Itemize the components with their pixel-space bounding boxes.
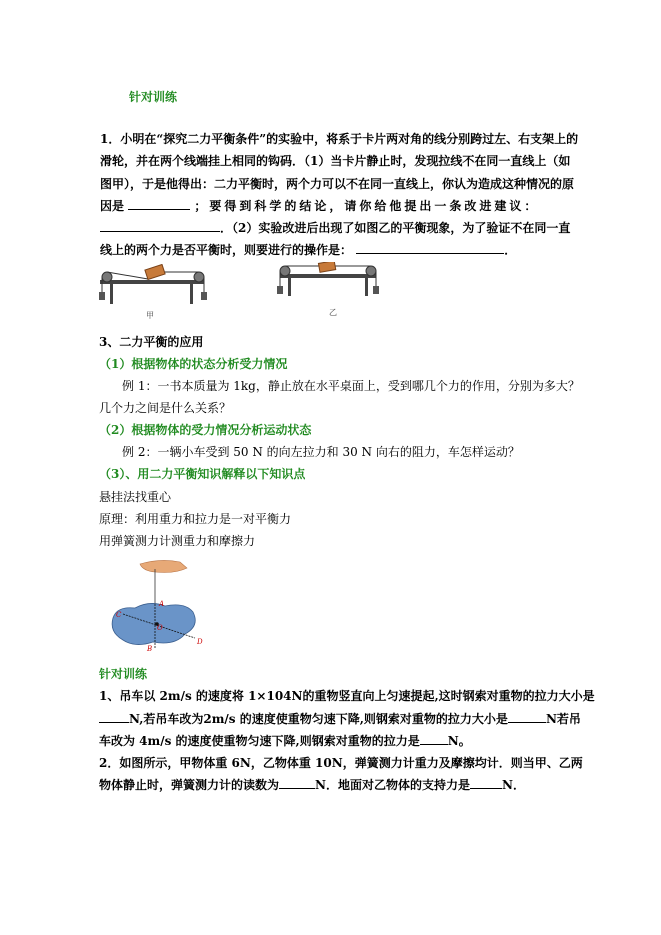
section3-sub3: （3）、用二力平衡知识解释以下知识点 (99, 467, 306, 481)
figure-yi-pulley-apparatus (274, 262, 384, 302)
q1-line5 (100, 219, 570, 237)
figure-yi-label: 乙 (329, 308, 337, 317)
answer-blank (356, 241, 504, 254)
label-a: A (159, 600, 165, 608)
q2-line2-text: N,若吊车改为2m/s 的速度使重物匀速下降,则钢索对重物的拉力大小是 (129, 712, 508, 726)
q1-line2: 滑轮，并在两个线端挂上相同的钩码．（1）当卡片静止时，发现拉线不在同一直线上（如 (100, 154, 571, 168)
q1-line6-end: ． (504, 243, 517, 257)
q3-line2-text: 物体静止时，弹簧测力计的读数为 (99, 778, 280, 792)
point-hanging-method: 悬挂法找重心 (99, 490, 172, 504)
example2: 例 2：一辆小车受到 50 N 的向左拉力和 30 N 向右的阻力，车怎样运动？ (122, 445, 520, 459)
answer-blank (128, 197, 190, 210)
figure-jia-label: 甲 (146, 311, 154, 320)
answer-blank (99, 710, 129, 723)
q1-line3: 图甲），于是他得出：二力平衡时，两个力可以不在同一直线上，你认为造成这种情况的原 (100, 177, 575, 191)
q2-line3-text: 车改为 4m/s 的速度使重物匀速下降,则钢索对重物的拉力是 (99, 734, 420, 748)
q1-line6 (100, 241, 516, 259)
q2-line2 (99, 710, 581, 728)
label-d: D (197, 638, 203, 646)
q2-line3-end: N。 (447, 734, 471, 748)
label-o: O (157, 624, 163, 632)
answer-blank (508, 710, 546, 723)
q1-line4-prefix: 因是 (100, 199, 125, 213)
label-c: C (116, 611, 122, 619)
q2-line3 (99, 732, 471, 750)
figure-center-of-gravity (105, 556, 215, 652)
q2-line2-end: N若吊 (545, 712, 581, 726)
q1-line5-text: ．（2）实验改进后出现了如图乙的平衡现象，为了验证不在同一直 (220, 221, 571, 235)
example1-line2: 几个力之间是什么关系？ (99, 401, 232, 415)
section-title-practice-2: 针对训练 (99, 667, 148, 681)
label-b: B (147, 645, 153, 652)
q3-line1: 2．如图所示，甲物体重 6N，乙物体重 10N，弹簧测力计重力及摩擦均计．则当甲、乙两 (99, 756, 583, 770)
q1-line1: 1．小明在“探究二力平衡条件”的实验中，将系于卡片两对角的线分别跨过左、右支架上的 (100, 132, 579, 146)
point-principle: 原理：利用重力和拉力是一对平衡力 (99, 512, 292, 526)
answer-blank (100, 219, 220, 232)
section3-sub1: （1）根据物体的状态分析受力情况 (99, 357, 288, 371)
q3-line2-end: N． (502, 778, 525, 792)
answer-blank (420, 732, 448, 745)
example1-line1: 例 1：一书本质量为 1kg，静止放在水平桌面上，受到哪几个力的作用，分别为多大？ (122, 379, 580, 393)
q3-line2 (99, 776, 525, 794)
section3-sub2: （2）根据物体的受力情况分析运动状态 (99, 423, 312, 437)
section3-title: 3、二力平衡的应用 (99, 335, 204, 349)
answer-blank (470, 776, 502, 789)
answer-blank (279, 776, 315, 789)
q1-line4-suffix: ；要得到科学的结论，请你给他提出一条改进建议： (194, 199, 540, 213)
point-spring-scale: 用弹簧测力计测重力和摩擦力 (99, 534, 256, 548)
q3-line2-middle: N．地面对乙物体的支持力是 (315, 778, 470, 792)
section-title-practice-1: 针对训练 (129, 90, 178, 104)
q1-line4 (100, 197, 539, 215)
q2-line1: 1、吊车以 2m/s 的速度将 1×104N的重物竖直向上匀速提起,这时钢索对重物的拉力大小是 (99, 689, 595, 703)
q1-line6-text: 线上的两个力是否平衡时，则要进行的操作是： (100, 243, 353, 257)
